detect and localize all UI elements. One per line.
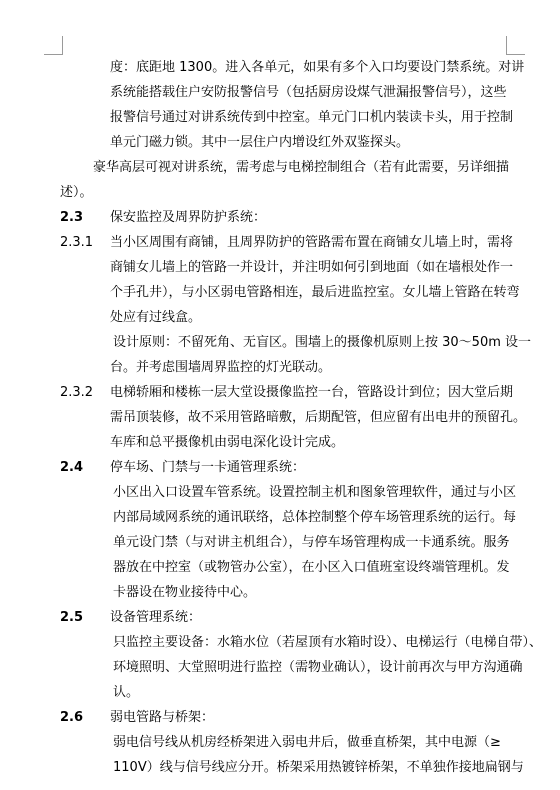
section-heading-text: 弱电管路与桥架： <box>110 710 215 725</box>
paragraph-line: 需吊顶装修，故不采用管路暗敷，后期配管，但应留有出电井的预留孔。 <box>110 410 527 425</box>
paragraph-line: 车库和总平摄像机由弱电深化设计完成。 <box>110 435 345 450</box>
section-number: 2.6 <box>60 710 84 725</box>
paragraph-line: 弱电信号线从机房经桥架进入弱电井后，做垂直桥架，其中电源（≥ <box>113 735 501 750</box>
section-number: 2.3 <box>60 210 84 225</box>
paragraph-line: 系统能搭载住户安防报警信号（包括厨房设煤气泄漏报警信号），这些 <box>110 85 507 100</box>
paragraph-line: 110V）线与信号线应分开。桥架采用热镀锌桥架，不单独作接地扁钢与 <box>113 760 524 775</box>
section-heading-text: 保安监控及周界防护系统： <box>110 210 267 225</box>
paragraph-line: 设计原则：不留死角、无盲区。围墙上的摄像机原则上按 30～50m 设一 <box>113 335 532 350</box>
paragraph-line: 处应有过线盒。 <box>110 310 202 325</box>
section-number: 2.3.2 <box>60 385 94 400</box>
section-number: 2.3.1 <box>60 235 94 250</box>
paragraph-line: 认。 <box>113 685 140 700</box>
paragraph-line: 只监控主要设备：水箱水位（若屋顶有水箱时设）、电梯运行（电梯自带）、 <box>113 635 543 650</box>
paragraph-line: 报警信号通过对讲系统传到中控室。单元门口机内装读卡头，用于控制 <box>110 110 514 125</box>
paragraph-line: 内部局域网系统的通讯联络，总体控制整个停车场管理系统的运行。每 <box>113 510 517 525</box>
paragraph-line: 度：底距地 1300。进入各单元，如果有多个入口均要设门禁系统。对讲 <box>110 60 525 75</box>
section-heading-text: 停车场、门禁与一卡通管理系统： <box>110 460 306 475</box>
paragraph-line: 单元门磁力锁。其中一层住户内增设红外双鉴探头。 <box>110 135 410 150</box>
section-number: 2.4 <box>60 460 84 475</box>
paragraph-line: 豪华高层可视对讲系统，需考虑与电梯控制组合（若有此需要，另详细描 <box>93 160 510 175</box>
section-heading-text: 设备管理系统： <box>110 610 202 625</box>
paragraph-line: 小区出入口设置车管系统。设置控制主机和图象管理软件，通过与小区 <box>113 485 517 500</box>
section-number: 2.5 <box>60 610 84 625</box>
paragraph-line: 器放在中控室（或物管办公室），在小区入口值班室设终端管理机。发 <box>113 560 510 575</box>
paragraph-line: 单元设门禁（与对讲主机组合），与停车场管理构成一卡通系统。服务 <box>113 535 510 550</box>
paragraph-line: 卡器设在物业接待中心。 <box>113 585 257 600</box>
paragraph-line: 个手孔井），与小区弱电管路相连，最后进监控室。女儿墙上管路在转弯 <box>110 285 520 300</box>
section-heading-text: 电梯轿厢和楼栋一层大堂设摄像监控一台，管路设计到位；因大堂后期 <box>110 385 514 400</box>
paragraph-line: 商铺女儿墙上的管路一并设计，并注明如何引到地面（如在墙根处作一 <box>110 260 514 275</box>
paragraph-line: 环境照明、大堂照明进行监控（需物业确认），设计前再次与甲方沟通确 <box>113 660 523 675</box>
section-heading-text: 当小区周围有商铺，且周界防护的管路需布置在商铺女儿墙上时，需将 <box>110 235 514 250</box>
paragraph-line: 台。并考虑围墙周界监控的灯光联动。 <box>110 360 332 375</box>
paragraph-line: 述）。 <box>60 185 93 200</box>
